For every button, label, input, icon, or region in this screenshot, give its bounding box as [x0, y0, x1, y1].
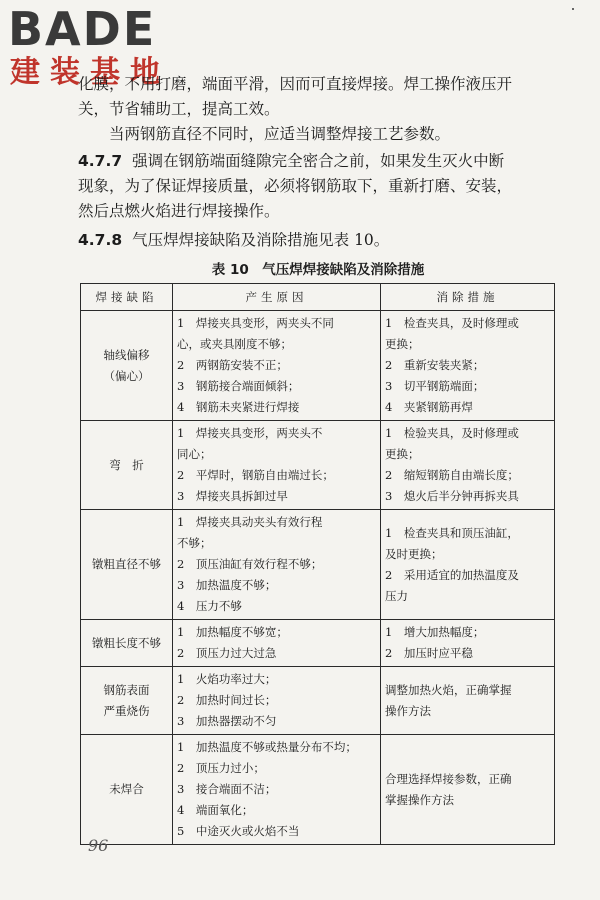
cause-cell	[173, 421, 381, 510]
cell-line: 2 顶压油缸有效行程不够；	[177, 557, 323, 571]
clause-4-7-7	[78, 149, 558, 224]
cell-line: 弯 折	[109, 457, 144, 472]
table-row	[81, 421, 555, 510]
cell-line: 2 两钢筋安装不正；	[177, 358, 288, 372]
cell-line: 1 焊接夹具动夹头有效行程	[177, 515, 323, 529]
table-row	[81, 667, 555, 735]
cell-line: 3 接合端面不洁；	[177, 782, 277, 796]
cell-line: 4 钢筋未夹紧进行焊接	[177, 400, 300, 414]
clause-4-7-8	[78, 228, 558, 253]
cell-line: 2 顶压力过小；	[177, 761, 265, 775]
cause-cell	[173, 735, 381, 845]
cell-line: 5 中途灭火或火焰不当	[177, 824, 300, 838]
cell-line: 2 加压时应平稳	[385, 646, 473, 660]
cell-line: 2 重新安装夹紧；	[385, 358, 485, 372]
cell-line: 及时更换；	[385, 546, 443, 561]
table-caption: 表 10 气压焊焊接缺陷及消除措施	[211, 262, 425, 278]
cell-line: 更换；	[385, 337, 420, 351]
cell-line: 3 加热器摆动不匀	[177, 714, 277, 728]
cell-line: 未焊合	[109, 782, 144, 796]
cell-line: 1 焊接夹具变形，两夹头不同	[177, 316, 334, 330]
clause-number: 4.7.7	[78, 152, 123, 170]
cell-line: 2 采用适宜的加热温度及	[385, 567, 519, 582]
cell-line: 4 压力不够	[177, 599, 242, 613]
cell-line: 严重烧伤	[103, 703, 150, 718]
defects-table	[80, 283, 555, 845]
defect-cell	[81, 311, 173, 421]
cell-line: 镦粗直径不够	[92, 557, 161, 571]
logo-wordmark: BADE	[8, 2, 157, 56]
cell-line: 操作方法	[385, 703, 431, 718]
measure-cell	[381, 667, 555, 735]
cell-line: 合理选择焊接参数，正确	[385, 771, 512, 786]
cell-line: 1 检查夹具，及时修理或	[385, 316, 519, 330]
cell-line: 3 加热温度不够；	[177, 578, 277, 592]
cell-line: 3 切平钢筋端面；	[385, 379, 485, 393]
cell-line: 不够；	[177, 536, 212, 550]
text-line: 关，节省辅助工，提高工效。	[78, 100, 280, 118]
header-defect: 焊接缺陷	[81, 284, 173, 311]
text-line: 气压焊焊接缺陷及消除措施见表 10。	[132, 231, 390, 249]
table-row	[81, 620, 555, 667]
cell-line: 1 加热温度不够或热量分布不均；	[177, 740, 357, 754]
text-line: 强调在钢筋端面缝隙完全密合之前，如果发生灭火中断	[132, 152, 505, 170]
cell-line: 心，或夹具刚度不够；	[177, 337, 292, 351]
cell-line: 1 增大加热幅度；	[385, 625, 485, 639]
clause-number: 4.7.8	[78, 231, 123, 249]
cell-line: 3 熄火后半分钟再拆夹具	[385, 489, 519, 503]
text-line: 现象，为了保证焊接质量，必须将钢筋取下，重新打磨、安装，	[78, 177, 513, 195]
page-number: 96	[88, 836, 109, 855]
cell-line: 2 平焊时，钢筋自由端过长；	[177, 468, 334, 482]
cell-line: 1 加热幅度不够宽；	[177, 625, 288, 639]
measure-cell	[381, 735, 555, 845]
cell-line: 镦粗长度不够	[92, 635, 161, 650]
cell-line: 掌握操作方法	[385, 792, 454, 807]
cell-line: 3 焊接夹具拆卸过早	[177, 489, 288, 503]
table-header-row	[81, 284, 555, 311]
text-line: 然后点燃火焰进行焊接操作。	[78, 202, 280, 220]
cell-line: 1 检查夹具和顶压油缸，	[385, 525, 519, 540]
paragraph-continuation	[78, 72, 558, 122]
cause-cell	[173, 311, 381, 421]
table-row	[81, 510, 555, 620]
paragraph-diameter-note: 当两钢筋直径不同时，应适当调整焊接工艺参数。	[109, 125, 451, 143]
cell-line: 4 端面氧化；	[177, 803, 254, 817]
header-measure: 消除措施	[381, 284, 555, 311]
cell-line: 3 钢筋接合端面倾斜；	[177, 379, 300, 393]
cell-line: 调整加热火焰，正确掌握	[385, 682, 512, 697]
cell-line: 更换；	[385, 447, 420, 461]
cell-line: 钢筋表面	[103, 682, 150, 697]
cause-cell	[173, 510, 381, 620]
cell-line: 2 缩短钢筋自由端长度；	[385, 468, 519, 482]
table-row	[81, 735, 555, 845]
measure-cell	[381, 620, 555, 667]
cell-line: 2 顶压力过大过急	[177, 646, 277, 660]
defect-cell	[81, 667, 173, 735]
cause-cell	[173, 667, 381, 735]
measure-cell	[381, 421, 555, 510]
logo-subtitle: 建装基地	[10, 55, 170, 90]
defect-cell	[81, 421, 173, 510]
cell-line: 压力	[385, 588, 408, 603]
cell-line: 1 焊接夹具变形，两夹头不	[177, 426, 323, 440]
cell-line: （偏心）	[103, 368, 150, 383]
cell-line: 同心；	[177, 447, 212, 461]
cell-line: 4 夹紧钢筋再焊	[385, 400, 473, 414]
cell-line: 2 加热时间过长；	[177, 693, 277, 707]
table-row	[81, 311, 555, 421]
scan-speck	[572, 8, 574, 10]
defect-cell	[81, 510, 173, 620]
defect-cell	[81, 735, 173, 845]
cell-line: 1 火焰功率过大；	[177, 672, 277, 686]
cell-line: 1 检验夹具，及时修理或	[385, 426, 519, 440]
measure-cell	[381, 311, 555, 421]
cell-line: 轴线偏移	[103, 347, 150, 362]
defect-cell	[81, 620, 173, 667]
text-line: 化膜，不用打磨，端面平滑，因而可直接焊接。焊工操作液压开	[78, 75, 513, 93]
header-cause: 产生原因	[173, 284, 381, 311]
measure-cell	[381, 510, 555, 620]
cause-cell	[173, 620, 381, 667]
